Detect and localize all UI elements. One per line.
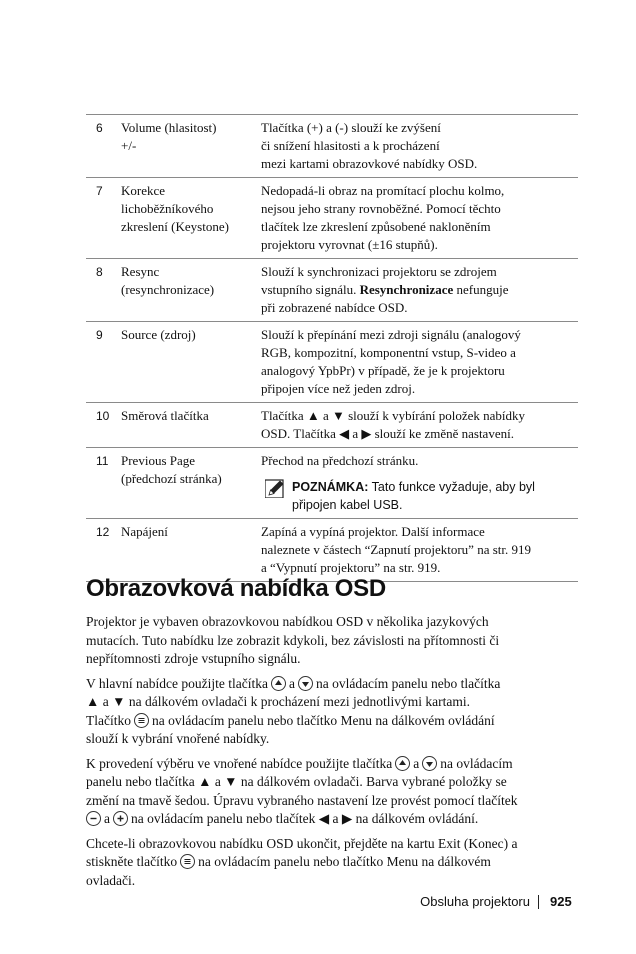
paragraph-line [86, 712, 576, 731]
note-pencil-icon [265, 478, 285, 498]
text: na ovládacím panelu nebo tlačítka [315, 675, 501, 691]
menu-button-icon [134, 713, 149, 728]
note-text [292, 478, 535, 514]
row-description-line: a “Vypnutí projektoru” na str. 919. [261, 560, 441, 575]
paragraph-line [86, 810, 576, 829]
row-name [121, 322, 261, 403]
row-description [261, 519, 578, 582]
row-number: 6 [96, 121, 103, 135]
row-name-line: Volume (hlasitost) [121, 120, 217, 135]
table-row [86, 519, 578, 582]
row-description-line: připojen více než jeden zdroj. [261, 381, 416, 396]
row-description-line: tlačítek lze zkreslení způsobené nakloněním [261, 219, 491, 234]
row-description-line: Přechod na předchozí stránku. [261, 453, 419, 468]
row-description-line: RGB, kompozitní, komponentní vstup, S-video a [261, 345, 516, 360]
paragraph-line: nepřítomnosti zdroje vstupního signálu. [86, 651, 301, 666]
row-name-line: (resynchronizace) [121, 282, 215, 297]
row-name-line: lichoběžníkového [121, 201, 214, 216]
row-number: 10 [96, 409, 110, 423]
row-description-line: nejsou jeho strany rovnoběžné. Pomocí těchto [261, 201, 501, 216]
up-button-icon [271, 676, 286, 691]
table-row [86, 115, 578, 178]
paragraph [86, 755, 576, 829]
row-description [261, 403, 578, 448]
plus-button-icon [113, 811, 128, 826]
paragraph-line: ▲ a ▼ na dálkovém ovladači k procházení mezi jednotlivými kartami. [86, 694, 470, 709]
paragraph-line: mutacích. Tuto nabídku lze zobrazit kdykoli, bez závislosti na přítomnosti či [86, 632, 500, 648]
menu-button-icon [180, 854, 195, 869]
page-number: 925 [550, 894, 572, 909]
down-button-icon [422, 756, 437, 771]
paragraph-line [86, 853, 576, 872]
minus-button-icon [86, 811, 101, 826]
row-description [261, 322, 578, 403]
row-name [121, 115, 261, 178]
row-description-line: Tlačítka ▲ a ▼ slouží k vybírání položek nabídky [261, 408, 525, 423]
row-name-line: Směrová tlačítka [121, 408, 209, 423]
text: a [413, 755, 420, 771]
row-number: 12 [96, 525, 110, 539]
row-description-text: vstupního signálu. [261, 282, 360, 297]
paragraph [86, 675, 576, 749]
row-number: 9 [96, 328, 103, 342]
body-text [86, 613, 576, 896]
section-title: Obrazovková nabídka OSD [86, 575, 386, 602]
text: K provedení výběru ve vnořené nabídce použijte tlačítka [86, 755, 393, 771]
paragraph [86, 613, 576, 669]
row-name-line: Source (zdroj) [121, 327, 196, 342]
text: na ovládacím panelu nebo tlačítko Menu na dálkovém ovládání [151, 712, 495, 728]
text: V hlavní nabídce použijte tlačítka [86, 675, 268, 691]
row-name-line: (předchozí stránka) [121, 471, 222, 486]
row-description [261, 259, 578, 322]
row-name-line: Napájení [121, 524, 168, 539]
row-description-line: při zobrazené nabídce OSD. [261, 300, 408, 315]
row-name-line: Previous Page [121, 453, 196, 468]
footer-chapter-title: Obsluha projektoru [420, 894, 530, 909]
row-description-line: Tlačítka (+) a (-) slouží ke zvýšení [261, 120, 441, 135]
text: na ovládacím [440, 755, 513, 771]
paragraph-line [86, 755, 576, 774]
row-description-line: či snížení hlasitosti a k procházení [261, 138, 440, 153]
text: na ovládacím panelu nebo tlačítek ◀ a ▶ na dálkovém ovládání. [131, 811, 479, 826]
row-name [121, 259, 261, 322]
row-number: 8 [96, 265, 103, 279]
table-row [86, 448, 578, 519]
row-description-line: naleznete v částech “Zapnutí projektoru” na str. 919 [261, 542, 532, 557]
row-name-line: Resync [121, 264, 160, 279]
row-description-line: Zapíná a vypíná projektor. Další informace [261, 524, 485, 539]
note-text-line: připojen kabel USB. [292, 498, 403, 512]
row-number: 7 [96, 184, 103, 198]
row-description-line: analogový YpbPr) v případě, že je k projektoru [261, 363, 505, 378]
row-name [121, 403, 261, 448]
table-row [86, 178, 578, 259]
note-box [261, 478, 578, 514]
row-name-line: Korekce [121, 183, 166, 198]
paragraph-line: změní na tmavě šedou. Úpravu vybraného nastavení lze provést pomocí tlačítek [86, 792, 518, 808]
row-name [121, 178, 261, 259]
row-description [261, 178, 578, 259]
paragraph-line: panelu nebo tlačítka ▲ a ▼ na dálkovém ovladači. Barva vybrané položky se [86, 774, 507, 789]
row-description-line: projektoru vyrovnat (±16 stupňů). [261, 237, 438, 252]
row-description-line: mezi kartami obrazovkové nabídky OSD. [261, 156, 478, 171]
paragraph-line: ovladači. [86, 872, 136, 888]
row-description-line: OSD. Tlačítka ◀ a ▶ slouží ke změně nastavení. [261, 426, 514, 441]
button-description-table [86, 114, 578, 582]
paragraph [86, 835, 576, 891]
row-description-line: Slouží k přepínání mezi zdroji signálu (analogový [261, 327, 521, 342]
row-name-line: +/- [121, 138, 137, 153]
paragraph-line [86, 675, 576, 694]
note-heading: POZNÁMKA: [292, 480, 369, 494]
down-button-icon [298, 676, 313, 691]
row-name-line: zkreslení (Keystone) [121, 219, 229, 234]
paragraph-line: Chcete-li obrazovkovou nabídku OSD ukončit, přejděte na kartu Exit (Konec) a [86, 835, 518, 851]
text: na ovládacím panelu nebo tlačítko Menu na dálkovém [198, 854, 491, 869]
row-name [121, 448, 261, 519]
text: a [104, 811, 110, 826]
text: Tlačítko [86, 712, 131, 728]
paragraph-line: slouží k vybrání vnořené nabídky. [86, 731, 270, 746]
resynchronizace-term: Resynchronizace [359, 282, 454, 297]
row-description-line: Nedopadá-li obraz na promítací plochu kolmo, [261, 183, 505, 198]
note-text-line: Tato funkce vyžaduje, aby byl [368, 480, 535, 494]
row-description-line [261, 281, 578, 299]
paragraph-line: Projektor je vybaven obrazovkovou nabídkou OSD v několika jazykových [86, 614, 489, 629]
row-description [261, 115, 578, 178]
row-description [261, 448, 578, 519]
row-number: 11 [96, 454, 109, 468]
row-description-line: Slouží k synchronizaci projektoru se zdrojem [261, 264, 497, 279]
text: a [288, 675, 295, 691]
table-row [86, 322, 578, 403]
text: stiskněte tlačítko [86, 854, 178, 869]
footer-divider [538, 895, 539, 909]
table-row [86, 403, 578, 448]
row-description-text: nefunguje [453, 282, 509, 297]
row-name [121, 519, 261, 582]
table-row [86, 259, 578, 322]
up-button-icon [395, 756, 410, 771]
